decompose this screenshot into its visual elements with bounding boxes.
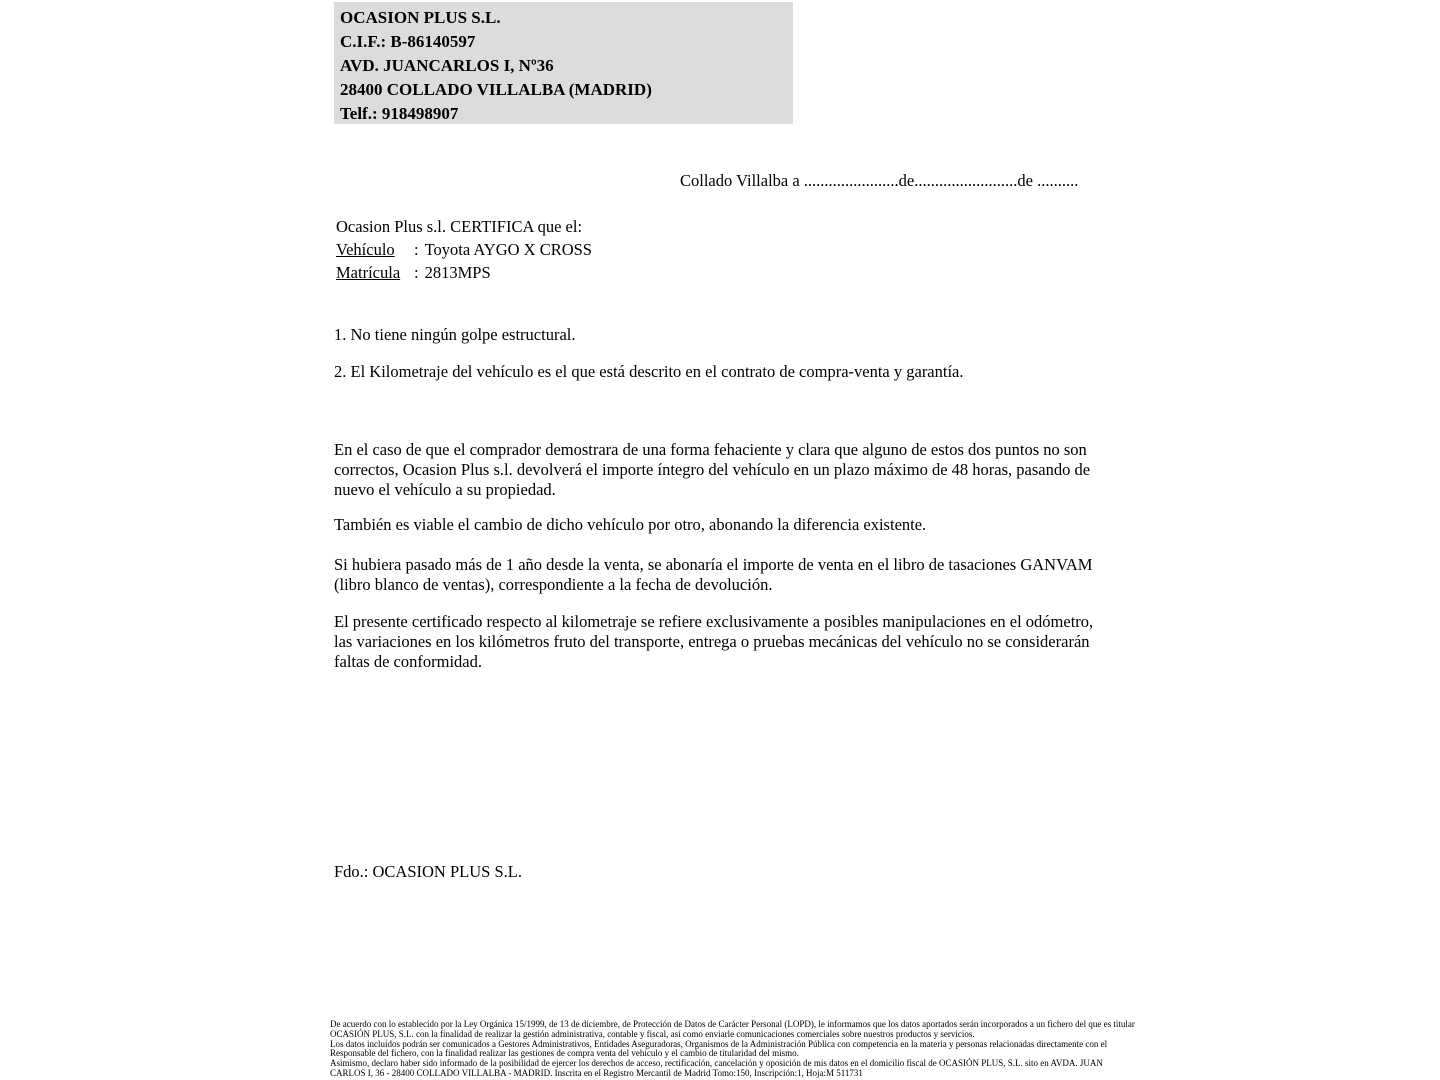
company-name: OCASION PLUS S.L. bbox=[340, 8, 501, 27]
plate-value: 2813MPS bbox=[424, 263, 491, 282]
odometer-paragraph: El presente certificado respecto al kilometraje se refiere exclusivamente a posibles manipulaciones en el odómetro, las variaciones en los kilómetros fruto del transporte, entrega o pruebas mecánicas del vehículo no se considerarán faltas de conformidad. bbox=[334, 612, 1094, 671]
legal-footer bbox=[330, 1019, 1135, 1079]
company-city: 28400 COLLADO VILLALBA (MADRID) bbox=[340, 80, 652, 99]
legal-footer-line: CARLOS I, 36 - 28400 COLLADO VILLALBA - MADRID. Inscrita en el Registro Mercantil de Madrid Tomo:150, Inscripción:1, Hoja:M 511731 bbox=[330, 1067, 863, 1078]
vehicle-separator: : bbox=[414, 240, 419, 259]
refund-paragraph: En el caso de que el comprador demostrara de una forma fehaciente y clara que alguno de estos dos puntos no son correctos, Ocasion Plus s.l. devolverá el importe íntegro del vehículo en un plazo máximo de 48 horas, pasando de nuevo el vehículo a su propiedad. bbox=[334, 440, 1091, 499]
company-header-box bbox=[334, 2, 793, 124]
plate-field bbox=[336, 263, 491, 283]
certificate-intro: Ocasion Plus s.l. CERTIFICA que el: bbox=[336, 217, 583, 236]
legal-footer-line: Los datos incluidos podrán ser comunicados a Gestores Administrativos, Entidades Aseguradoras, Organismos de la Administración Pública con competencia en la materia y personas relacionadas directamente con el bbox=[330, 1038, 1108, 1049]
company-cif: C.I.F.: B-86140597 bbox=[340, 32, 476, 51]
date-fill-line: Collado Villalba a .......................de.........................de .......... bbox=[680, 171, 1079, 190]
exchange-paragraph: También es viable el cambio de dicho vehículo por otro, abonando la diferencia existente. bbox=[334, 515, 927, 534]
certified-point-1: 1. No tiene ningún golpe estructural. bbox=[334, 325, 576, 344]
vehicle-label: Vehículo bbox=[336, 240, 395, 259]
legal-footer-line: De acuerdo con lo establecido por la Ley Orgánica 15/1999, de 13 de diciembre, de Protección de Datos de Carácter Personal (LOPD), le informamos que los datos aportados serán incorporados a un fichero del que es titular bbox=[330, 1019, 1135, 1029]
legal-footer-line: Asimismo, declaro haber sido informado de la posibilidad de ejercer los derechos de acceso, rectificación, cancelación y oposición de mis datos en el domicilio fiscal de OCASIÓN PLUS, S.L. sito en AVDA. JUAN bbox=[330, 1058, 1103, 1069]
company-phone: Telf.: 918498907 bbox=[340, 104, 459, 123]
plate-label: Matrícula bbox=[336, 263, 401, 282]
ganvam-paragraph: Si hubiera pasado más de 1 año desde la venta, se abonaría el importe de venta en el libro de tasaciones GANVAM (libro blanco de ventas), correspondiente a la fecha de devolución. bbox=[334, 555, 1093, 594]
plate-separator: : bbox=[414, 263, 419, 282]
legal-footer-line: OCASIÓN PLUS, S.L. con la finalidad de realizar la gestión administrativa, contable y fiscal, así como enviarle comunicaciones comerciales sobre nuestros productos y servicios. bbox=[330, 1028, 975, 1039]
company-address: AVD. JUANCARLOS I, Nº36 bbox=[340, 56, 554, 75]
certified-point-2: 2. El Kilometraje del vehículo es el que está descrito en el contrato de compra-venta y garantía. bbox=[334, 362, 964, 381]
vehicle-value: Toyota AYGO X CROSS bbox=[424, 240, 592, 259]
vehicle-field bbox=[336, 240, 592, 260]
signature-line: Fdo.: OCASION PLUS S.L. bbox=[334, 862, 522, 881]
legal-footer-line: Responsable del fichero, con la finalidad realizar las gestiones de compra venta del vehículo y el cambio de titularidad del mismo. bbox=[330, 1048, 799, 1059]
